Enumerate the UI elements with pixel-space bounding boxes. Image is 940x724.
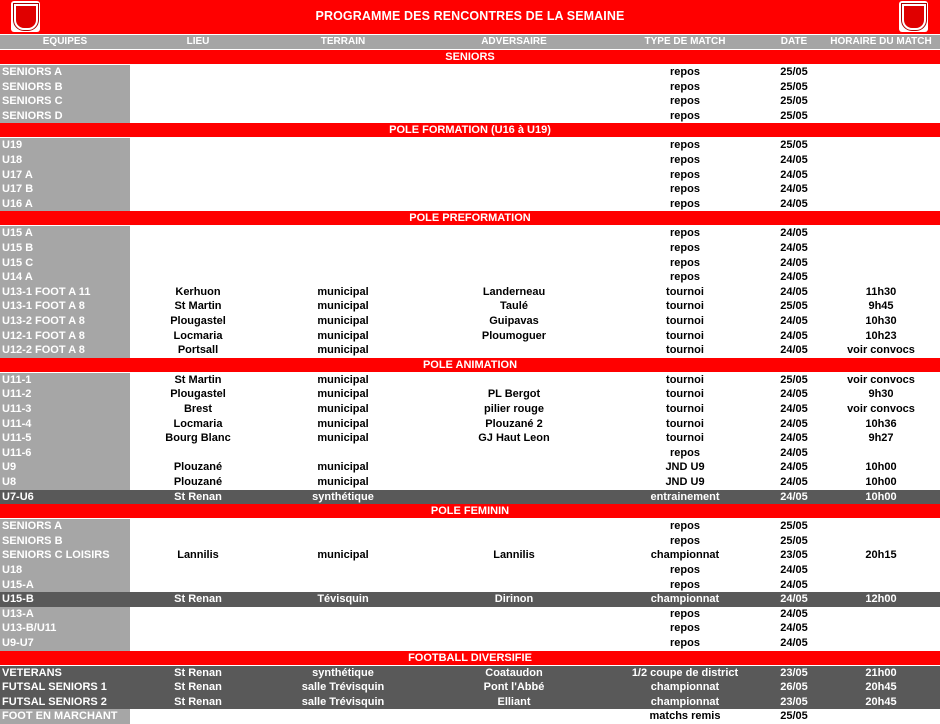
cell-adversaire: Coataudon (485, 666, 543, 679)
col-horaire: HORAIRE DU MATCH (830, 36, 932, 47)
cell-type: repos (670, 564, 700, 576)
cell-date: 25/05 (780, 109, 808, 122)
cell-type: championnat (650, 593, 720, 606)
table-row (0, 490, 940, 505)
table-row (0, 153, 940, 168)
cell-adversaire: Plouzané 2 (485, 417, 543, 430)
cell-horaire: 11h30 (865, 285, 897, 298)
cell-equipe: U15 B (0, 241, 130, 256)
table-row (0, 695, 940, 710)
cell-terrain: synthétique (312, 490, 374, 503)
cell-date: 24/05 (780, 256, 808, 269)
cell-terrain: municipal (317, 373, 369, 386)
cell-equipe: U16 A (0, 197, 130, 212)
cell-date: 25/05 (780, 80, 808, 93)
cell-date: 24/05 (780, 446, 808, 459)
cell-equipe: SENIORS C LOISIRS (0, 548, 130, 563)
cell-terrain: salle Trévisquin (301, 695, 385, 708)
table-row (0, 607, 940, 622)
table-row (0, 636, 940, 651)
cell-date: 25/05 (780, 66, 808, 78)
cell-equipe: SENIORS A (0, 65, 130, 80)
cell-equipe: U11-1 (0, 373, 130, 388)
cell-equipe: U11-3 (0, 402, 130, 417)
cell-equipe: U11-5 (0, 431, 130, 446)
cell-equipe: U12-2 FOOT A 8 (0, 343, 130, 358)
cell-date: 24/05 (780, 564, 808, 576)
cell-adversaire: Lannilis (493, 549, 535, 562)
cell-type: repos (670, 80, 700, 93)
table-row (0, 109, 940, 124)
cell-equipe: U9 (0, 460, 130, 475)
cell-lieu: Plougastel (170, 388, 226, 401)
cell-date: 24/05 (780, 476, 808, 488)
cell-type: tournoi (666, 285, 704, 298)
cell-equipe: U11-6 (0, 446, 130, 461)
cell-lieu: Plouzané (173, 476, 223, 488)
section-header: POLE PREFORMATION (0, 211, 940, 225)
cell-equipe: SENIORS C (0, 94, 130, 109)
cell-adversaire: pilier rouge (484, 403, 544, 415)
cell-terrain: municipal (317, 329, 369, 342)
cell-type: repos (670, 139, 700, 152)
cell-date: 24/05 (780, 607, 808, 620)
header-bar (0, 0, 940, 34)
cell-terrain: municipal (317, 315, 369, 327)
cell-type: tournoi (666, 315, 704, 327)
cell-lieu: St Martin (174, 300, 222, 313)
cell-date: 25/05 (780, 373, 808, 386)
table-row (0, 592, 940, 607)
table-row (0, 519, 940, 534)
cell-lieu: Plouzané (173, 461, 223, 474)
cell-type: tournoi (666, 403, 704, 415)
table-row (0, 270, 940, 285)
cell-equipe: U13-1 FOOT A 8 (0, 299, 130, 314)
table-row (0, 402, 940, 417)
cell-adversaire: Elliant (497, 695, 531, 708)
cell-type: repos (670, 227, 700, 240)
cell-horaire: voir convocs (847, 403, 915, 415)
cell-terrain: municipal (317, 285, 369, 298)
cell-date: 24/05 (780, 417, 808, 430)
cell-type: tournoi (666, 417, 704, 430)
cell-date: 25/05 (780, 710, 808, 723)
table-row (0, 168, 940, 183)
cell-type: 1/2 coupe de district (631, 666, 739, 679)
cell-lieu: Portsall (177, 344, 219, 357)
cell-horaire: 20h45 (865, 681, 897, 694)
cell-equipe: SENIORS B (0, 80, 130, 95)
cell-type: repos (670, 446, 700, 459)
cell-horaire: 12h00 (865, 593, 897, 606)
table-row (0, 446, 940, 461)
cell-equipe: FUTSAL SENIORS 2 (0, 695, 130, 710)
cell-date: 24/05 (780, 168, 808, 181)
cell-date: 25/05 (780, 95, 808, 108)
cell-horaire: voir convocs (847, 344, 915, 357)
table-row (0, 285, 940, 300)
table-row (0, 709, 940, 724)
cell-date: 24/05 (780, 593, 808, 606)
cell-type: repos (670, 168, 700, 181)
table-row (0, 314, 940, 329)
cell-date: 24/05 (780, 578, 808, 591)
cell-date: 24/05 (780, 637, 808, 649)
cell-terrain: municipal (317, 403, 369, 415)
cell-terrain: municipal (317, 344, 369, 357)
cell-equipe: U11-2 (0, 387, 130, 402)
table-row (0, 226, 940, 241)
table-row (0, 534, 940, 549)
cell-type: repos (670, 578, 700, 591)
cell-lieu: St Martin (174, 373, 222, 386)
cell-type: tournoi (666, 432, 704, 445)
cell-lieu: Lannilis (177, 549, 219, 562)
cell-equipe: U9-U7 (0, 636, 130, 651)
table-row (0, 197, 940, 212)
cell-lieu: St Renan (174, 695, 222, 708)
cell-horaire: 9h45 (868, 300, 894, 313)
cell-date: 25/05 (780, 139, 808, 152)
cell-type: JND U9 (665, 461, 705, 474)
cell-adversaire: Dirinon (494, 593, 534, 606)
cell-lieu: St Renan (174, 490, 222, 503)
cell-terrain: municipal (317, 549, 369, 562)
cell-horaire: 10h23 (865, 329, 897, 342)
col-type: TYPE DE MATCH (644, 36, 726, 47)
cell-equipe: U17 B (0, 182, 130, 197)
cell-lieu: Plougastel (170, 315, 226, 327)
col-lieu: LIEU (186, 36, 210, 47)
table-row (0, 548, 940, 563)
section-header: POLE FORMATION (U16 à U19) (0, 123, 940, 137)
cell-type: tournoi (666, 300, 704, 313)
cell-equipe: U18 (0, 563, 130, 578)
cell-adversaire: Guipavas (489, 315, 539, 327)
cell-date: 24/05 (780, 227, 808, 240)
table-row (0, 460, 940, 475)
cell-equipe: U13-2 FOOT A 8 (0, 314, 130, 329)
page-title: PROGRAMME DES RENCONTRES DE LA SEMAINE (315, 9, 625, 23)
cell-type: championnat (650, 695, 720, 708)
cell-adversaire: PL Bergot (487, 388, 541, 401)
col-terrain: TERRAIN (320, 36, 366, 47)
cell-equipe: U15 C (0, 256, 130, 271)
cell-adversaire: Landerneau (482, 285, 546, 298)
cell-horaire: 20h15 (865, 549, 897, 562)
table-row (0, 343, 940, 358)
cell-equipe: U13-1 FOOT A 11 (0, 285, 130, 300)
column-header-row (0, 35, 940, 50)
club-logo-right-icon (899, 1, 928, 32)
table-row (0, 680, 940, 695)
cell-equipe: U15 A (0, 226, 130, 241)
cell-date: 24/05 (780, 388, 808, 401)
cell-horaire: 9h27 (868, 432, 894, 445)
cell-equipe: U13-A (0, 607, 130, 622)
cell-horaire: 20h45 (865, 695, 897, 708)
cell-horaire: 10h00 (865, 461, 897, 474)
cell-type: tournoi (666, 329, 704, 342)
section-header: POLE FEMININ (0, 504, 940, 518)
cell-equipe: U13-B/U11 (0, 621, 130, 636)
section-header: POLE ANIMATION (0, 358, 940, 372)
cell-equipe: U14 A (0, 270, 130, 285)
cell-type: tournoi (666, 388, 704, 401)
cell-equipe: U11-4 (0, 417, 130, 432)
cell-date: 23/05 (780, 549, 808, 562)
section-header: SENIORS (0, 50, 940, 64)
table-row (0, 666, 940, 681)
table-row (0, 417, 940, 432)
table-row (0, 182, 940, 197)
cell-date: 24/05 (780, 197, 808, 210)
cell-horaire: 10h30 (865, 315, 897, 327)
table-row (0, 80, 940, 95)
cell-terrain: municipal (317, 417, 369, 430)
cell-date: 25/05 (780, 534, 808, 547)
cell-type: repos (670, 66, 700, 78)
cell-type: tournoi (666, 373, 704, 386)
cell-type: repos (670, 256, 700, 269)
table-row (0, 387, 940, 402)
cell-horaire: 10h36 (865, 417, 897, 430)
cell-type: repos (670, 534, 700, 547)
cell-type: entrainement (650, 490, 720, 503)
cell-lieu: Bourg Blanc (165, 432, 231, 445)
cell-date: 24/05 (780, 432, 808, 445)
cell-terrain: municipal (317, 461, 369, 474)
cell-equipe: U12-1 FOOT A 8 (0, 329, 130, 344)
cell-horaire: 10h00 (865, 490, 897, 503)
cell-lieu: St Renan (174, 666, 222, 679)
cell-equipe: SENIORS A (0, 519, 130, 534)
col-equipes: EQUIPES (42, 36, 88, 47)
cell-adversaire: Taulé (500, 300, 528, 313)
cell-date: 24/05 (780, 271, 808, 284)
table-row (0, 475, 940, 490)
cell-equipe: FUTSAL SENIORS 1 (0, 680, 130, 695)
section-header: FOOTBALL DIVERSIFIE (0, 651, 940, 665)
cell-terrain: municipal (317, 432, 369, 445)
cell-adversaire: Pont l'Abbé (483, 681, 545, 694)
table-row (0, 621, 940, 636)
cell-type: JND U9 (665, 476, 705, 488)
cell-equipe: U15-A (0, 578, 130, 593)
cell-lieu: Kerhuon (175, 285, 221, 298)
table-row (0, 578, 940, 593)
cell-equipe: U7-U6 (0, 490, 130, 505)
cell-date: 24/05 (780, 154, 808, 166)
cell-type: repos (670, 607, 700, 620)
cell-type: matchs remis (649, 710, 721, 723)
cell-equipe: U18 (0, 153, 130, 168)
cell-type: repos (670, 197, 700, 210)
cell-type: tournoi (666, 344, 704, 357)
cell-date: 24/05 (780, 242, 808, 254)
cell-equipe: VETERANS (0, 666, 130, 681)
table-row (0, 431, 940, 446)
cell-lieu: Brest (183, 403, 213, 415)
cell-date: 24/05 (780, 285, 808, 298)
cell-equipe: U19 (0, 138, 130, 153)
cell-date: 24/05 (780, 329, 808, 342)
cell-terrain: salle Trévisquin (301, 681, 385, 694)
cell-type: repos (670, 520, 700, 533)
table-row (0, 65, 940, 80)
cell-equipe: U17 A (0, 168, 130, 183)
cell-lieu: St Renan (174, 593, 222, 606)
cell-date: 24/05 (780, 344, 808, 357)
cell-equipe: U8 (0, 475, 130, 490)
cell-terrain: municipal (317, 476, 369, 488)
cell-type: repos (670, 183, 700, 196)
cell-type: repos (670, 109, 700, 122)
cell-type: repos (670, 242, 700, 254)
cell-type: championnat (650, 549, 720, 562)
cell-date: 24/05 (780, 315, 808, 327)
cell-equipe: SENIORS B (0, 534, 130, 549)
cell-horaire: voir convocs (847, 373, 915, 386)
table-row (0, 138, 940, 153)
cell-lieu: Locmaria (173, 417, 223, 430)
cell-date: 23/05 (780, 695, 808, 708)
cell-horaire: 10h00 (865, 476, 897, 488)
cell-horaire: 9h30 (868, 388, 894, 401)
cell-date: 24/05 (780, 183, 808, 196)
cell-type: repos (670, 154, 700, 166)
cell-terrain: municipal (317, 388, 369, 401)
cell-type: repos (670, 95, 700, 108)
col-adversaire: ADVERSAIRE (481, 36, 547, 47)
cell-lieu: St Renan (174, 681, 222, 694)
table-row (0, 299, 940, 314)
cell-type: repos (670, 271, 700, 284)
cell-terrain: municipal (317, 300, 369, 313)
table-row (0, 94, 940, 109)
table-row (0, 329, 940, 344)
cell-date: 24/05 (780, 403, 808, 415)
cell-terrain: synthétique (312, 666, 374, 679)
cell-equipe: U15-B (0, 592, 130, 607)
table-row (0, 563, 940, 578)
table-row (0, 256, 940, 271)
table-row (0, 241, 940, 256)
cell-equipe: FOOT EN MARCHANT (0, 709, 130, 724)
cell-adversaire: Ploumoguer (481, 329, 547, 342)
cell-date: 24/05 (780, 461, 808, 474)
cell-date: 25/05 (780, 300, 808, 313)
cell-type: repos (670, 637, 700, 649)
cell-adversaire: GJ Haut Leon (478, 432, 550, 445)
cell-date: 24/05 (780, 622, 808, 635)
col-date: DATE (780, 36, 808, 47)
cell-equipe: SENIORS D (0, 109, 130, 124)
cell-date: 26/05 (780, 681, 808, 694)
cell-horaire: 21h00 (865, 666, 897, 679)
cell-lieu: Locmaria (173, 329, 223, 342)
cell-date: 25/05 (780, 520, 808, 533)
cell-type: repos (670, 622, 700, 635)
table-row (0, 373, 940, 388)
cell-date: 23/05 (780, 666, 808, 679)
cell-terrain: Tévisquin (317, 593, 369, 606)
cell-type: championnat (650, 681, 720, 694)
cell-date: 24/05 (780, 490, 808, 503)
